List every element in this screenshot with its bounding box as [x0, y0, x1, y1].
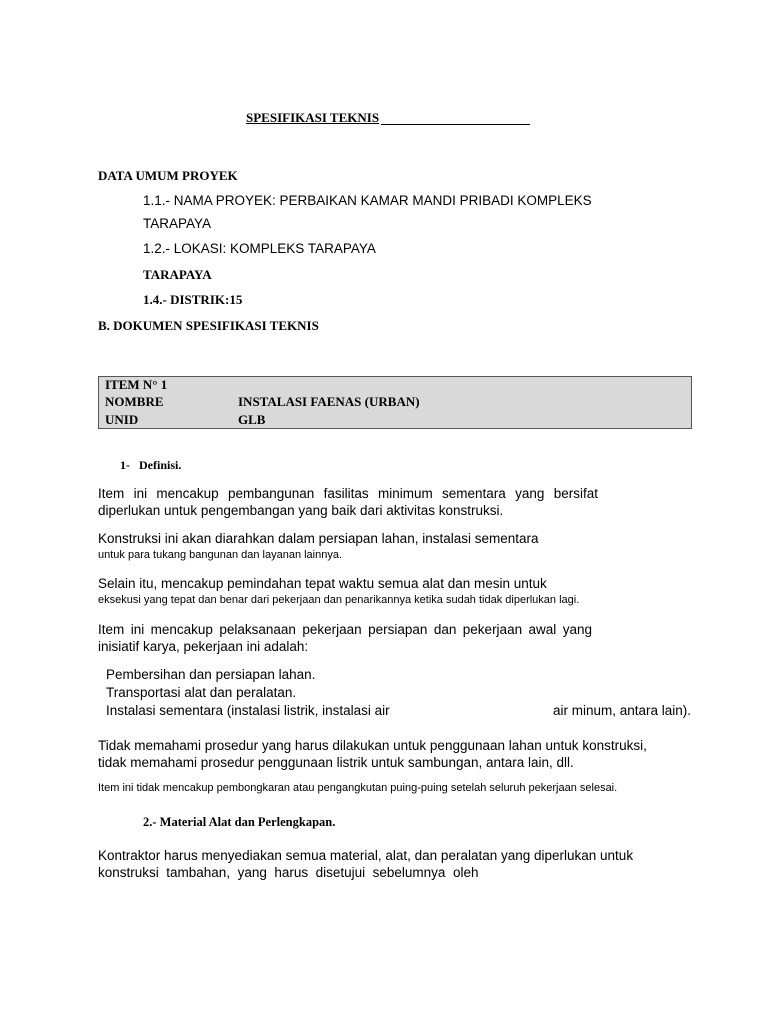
def-paragraph1-line2: diperlukan untuk pengembangan yang baik dari aktivitas konstruksi. [98, 503, 504, 518]
def-paragraph6: Item ini tidak mencakup pembongkaran atau pengangkutan puing-puing setelah seluruh pekerjaan selesai. [98, 782, 618, 794]
item-info-box [98, 376, 692, 429]
item-number-label: ITEM N° 1 [105, 377, 168, 392]
def-paragraph2-line1: Konstruksi ini akan diarahkan dalam persiapan lahan, instalasi sementara [98, 531, 539, 546]
location-line: 1.2.- LOKASI: KOMPLEKS TARAPAYA [143, 241, 376, 256]
location-continued: TARAPAYA [143, 267, 212, 282]
definition-heading: 1- Definisi. [120, 458, 182, 472]
district-line: 1.4.- DISTRIK:15 [143, 292, 243, 307]
material-heading: 2.- Material Alat dan Perlengkapan. [143, 815, 336, 829]
project-name-line2: TARAPAYA [143, 216, 212, 231]
nombre-value: INSTALASI FAENAS (URBAN) [238, 394, 420, 409]
def-paragraph3-line2: eksekusi yang tepat dan benar dari pekerjaan dan penarikannya ketika sudah tidak diperlukan lagi. [98, 594, 580, 606]
def-paragraph5-line2: tidak memahami prosedur penggunaan listrik untuk sambungan, antara lain, dll. [98, 755, 574, 770]
material-paragraph-line1: Kontraktor harus menyediakan semua material, alat, dan peralatan yang diperlukan untuk [98, 848, 634, 863]
list-item-2: Transportasi alat dan peralatan. [106, 685, 297, 700]
project-name-line1: 1.1.- NAMA PROYEK: PERBAIKAN KAMAR MANDI PRIBADI KOMPLEKS [143, 193, 592, 208]
document-title: SPESIFIKASI TEKNIS [246, 110, 380, 125]
def-paragraph4-line1: Item ini mencakup pelaksanaan pekerjaan persiapan dan pekerjaan awal yang [98, 622, 592, 637]
def-paragraph5-line1: Tidak memahami prosedur yang harus dilakukan untuk penggunaan lahan untuk konstruksi, [98, 738, 647, 753]
unid-value: GLB [238, 412, 266, 427]
list-item-3-end: air minum, antara lain). [553, 703, 692, 718]
list-item-3-start: Instalasi sementara (instalasi listrik, instalasi air [106, 703, 390, 718]
title-underline [381, 124, 530, 125]
nombre-label: NOMBRE [105, 394, 164, 409]
def-paragraph4-line2: inisiatif karya, pekerjaan ini adalah: [98, 639, 309, 654]
general-heading: DATA UMUM PROYEK [98, 168, 238, 183]
def-paragraph3-line1: Selain itu, mencakup pemindahan tepat waktu semua alat dan mesin untuk [98, 576, 547, 591]
unid-label: UNID [105, 412, 139, 427]
section-b-heading: B. DOKUMEN SPESIFIKASI TEKNIS [98, 318, 319, 333]
material-paragraph-line2: konstruksi tambahan, yang harus disetujui sebelumnya oleh [98, 865, 479, 880]
def-paragraph1-line1: Item ini mencakup pembangunan fasilitas minimum sementara yang bersifat [98, 486, 598, 501]
list-item-1: Pembersihan dan persiapan lahan. [106, 667, 316, 682]
def-paragraph2-line2: untuk para tukang bangunan dan layanan lainnya. [98, 549, 343, 561]
